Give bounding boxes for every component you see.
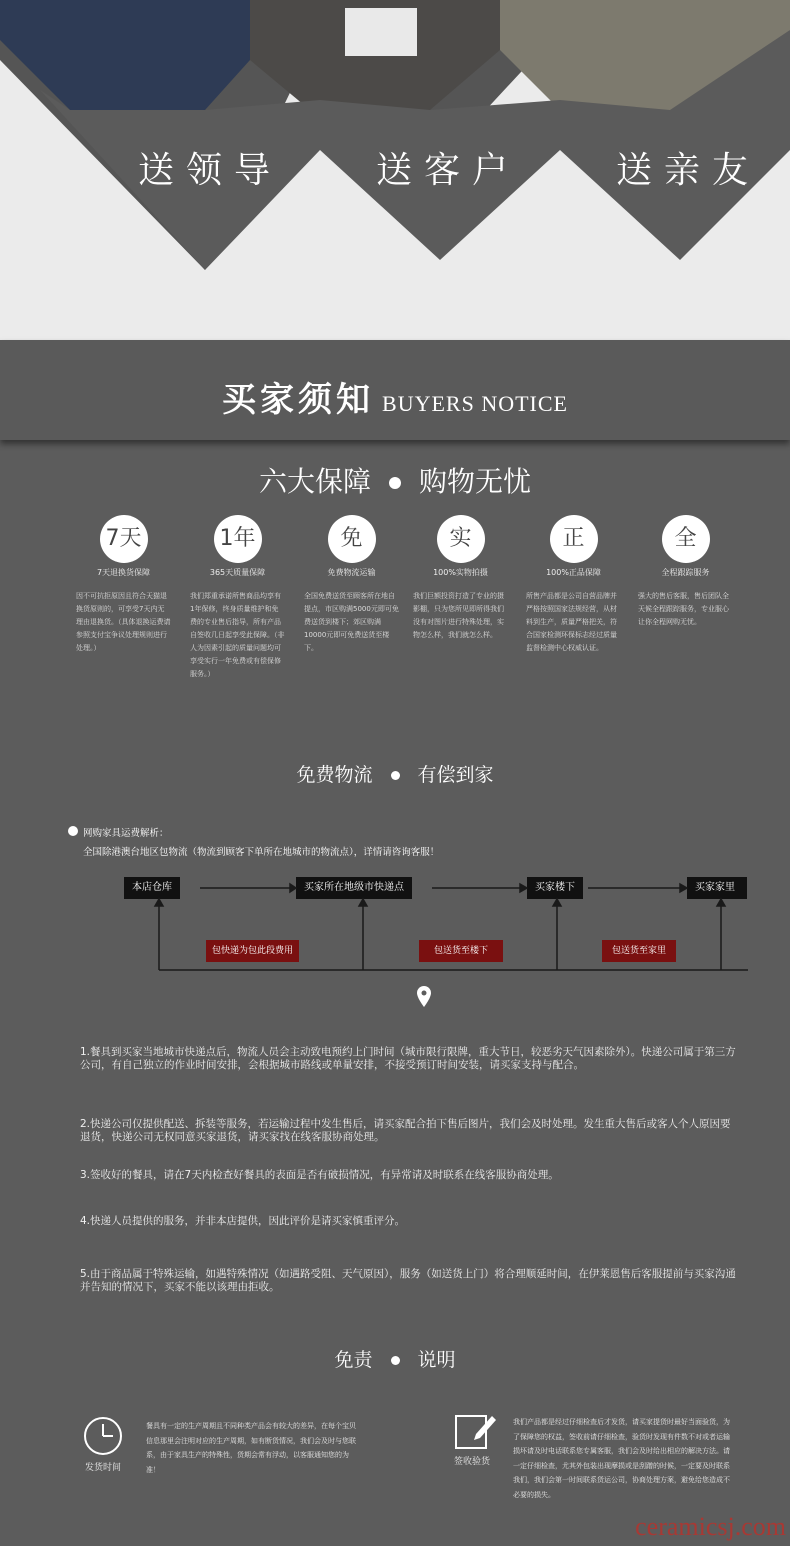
flow-tag-home: 包送货至家里	[602, 940, 676, 962]
guarantee-real-icon: 实	[437, 515, 485, 563]
guarantee-item-desc: 我们郑重承诺所售商品均享有1年保修，终身质量维护和免费的专业售后指导，所有产品自签收几日起享受此保障。（非人为因素引起的质量问题均可享受实行一年免费或有偿保修服务。）	[190, 592, 285, 678]
guarantee-free-icon: 免	[328, 515, 376, 563]
logistics-heading: 网购家具运费解析：	[83, 828, 169, 839]
gift-label-leader: 送领导	[138, 150, 283, 191]
map-pin-icon	[417, 986, 431, 1007]
guarantee-item-desc: 因不可抗拒原因且符合天猫退换货原则的，可享受7天内无理由退换货。（具体退换运费请参照支付宝争议处理规则进行处理。）	[76, 592, 171, 652]
flow-node-warehouse: 本店仓库	[124, 877, 180, 899]
flow-node-downstairs: 买家楼下	[527, 877, 583, 899]
guarantee-item-desc: 全国免费送货至顾客所在地自提点，市区购满5000元即可免费送货到楼下；郊区购满10000元即可免费送货至楼下。	[304, 592, 399, 652]
guarantee-item-desc: 所售产品都是公司自营品牌并严格按照国家法规经营，从材料到生产，质量严格把关，符合国家检测环保标志经过质量监督检测中心权威认证。	[526, 592, 617, 652]
flow-tag-downstairs: 包送货至楼下	[419, 940, 503, 962]
bullet-dot	[391, 1356, 400, 1365]
logistics-title-a: 免费物流	[296, 764, 373, 786]
flow-tag-depot-fee: 包快递为包此段费用	[206, 940, 299, 962]
guarantee-item-title: 100%实物拍摄	[433, 568, 488, 577]
rule-item: 2.快递公司仅提供配送、拆装等服务，若运输过程中发生售后，请买家配合拍下售后图片，我们会及时处理。发生重大售后或客人个人原因要退货，快递公司无权同意买家退货，请买家找在线客服协商处理。	[80, 1118, 731, 1143]
rule-item: 1.餐具到买家当地城市快递点后，物流人员会主动致电预约上门时间（城市限行限牌，重大节日，较恶劣天气因素除外）。快递公司属于第三方公司，有自己独立的作业时间安排，会根据城市路线或单量安排，不接受预订时间安装，请买家支持与配合。	[80, 1046, 736, 1071]
sign-check-label: 签收验货	[453, 1457, 490, 1467]
ship-time-label: 发货时间	[84, 1463, 121, 1473]
guarantee-item-desc: 我们巨额投资打造了专业的摄影棚，只为您所见即所得我们没有对图片进行特殊处理，实物怎么样，我们就怎么样。	[413, 592, 504, 639]
gift-label-client: 送客户	[376, 150, 521, 191]
guarantee-item-title: 100%正品保障	[546, 568, 601, 577]
logistics-title-b: 有偿到家	[417, 764, 494, 786]
guarantee-item-title: 7天退换货保障	[96, 568, 151, 577]
rule-item: 5.由于商品属于特殊运输，如遇特殊情况（如遇路受阻、天气原因），服务（如送货上门）将合理顺延时间，在伊莱恩售后客服提前与买家沟通并告知的情况下，买家不能以该理由拒收。	[80, 1268, 736, 1293]
guarantee-title-b: 购物无忧	[419, 465, 532, 498]
clock-icon	[83, 1416, 123, 1456]
guarantee-item-title: 免费物流运输	[327, 568, 376, 577]
flow-node-city-depot: 买家所在地级市快递点	[296, 877, 412, 899]
sign-check-icon	[454, 1412, 498, 1452]
buyers-notice-title	[0, 372, 790, 421]
disclaimer-title-a: 免责	[334, 1349, 373, 1371]
rule-item: 4.快递人员提供的服务，并非本店提供，因此评价是请买家慎重评分。	[80, 1215, 406, 1227]
disclaimer-title	[0, 1345, 790, 1372]
gift-label-friends: 送亲友	[616, 150, 761, 191]
guarantee-7day-icon: 7天	[100, 515, 148, 563]
guarantee-full-icon: 全	[662, 515, 710, 563]
flow-node-home: 买家家里	[687, 877, 747, 899]
guarantee-title-a: 六大保障	[258, 465, 371, 498]
ship-time-text: 餐具有一定的生产周期且不同种类产品会有较大的差异，在每个宝贝信息那里会注明对应的生产周期，如有断货情况，我们会及时与您联系，由于家具生产的特殊性，货期会常有浮动，以客服通知您的为准！	[146, 1422, 356, 1474]
rule-item: 3.签收好的餐具，请在7天内检查好餐具的表面是否有破损情况，有异常请及时联系在线客服协商处理。	[80, 1169, 559, 1181]
notice-title-en: BUYERS NOTICE	[382, 391, 568, 416]
guarantee-1year-icon: 1年	[214, 515, 262, 563]
guarantee-item-desc: 强大的售后客服，售后团队全天候全程跟踪服务，专业服心让你全程网购无忧。	[638, 592, 729, 626]
buyers-notice-band	[0, 340, 790, 440]
guarantee-item-title: 365天质量保障	[209, 568, 266, 577]
guarantee-item-title: 全程跟踪服务	[661, 568, 710, 577]
logistics-subheading: 全国除港澳台地区包物流（物流到顾客下单所在地城市的物流点），详情请咨询客服！	[83, 847, 440, 858]
sign-check-text: 我们产品都是经过仔细检查后才发货，请买家提货时最好当面验货，为了保障您的权益，签收前请仔细检查，验货时发现有件数不对或者运输损坏请及时电话联系您专属客服，我们会及时给出相应的解决方法。请一定仔细检查，尤其外包装出现摩损或是刮蹭的时候，一定要及时联系我们，我们会第一时间联系货运公司，协商处理方案，避免给您造成不必要的损失。	[513, 1418, 730, 1499]
disclaimer-title-b: 说明	[417, 1349, 456, 1371]
notice-title-cn: 买家须知	[222, 380, 375, 420]
guarantee-genuine-icon: 正	[550, 515, 598, 563]
watermark: ceramicsj.com	[635, 1512, 786, 1541]
